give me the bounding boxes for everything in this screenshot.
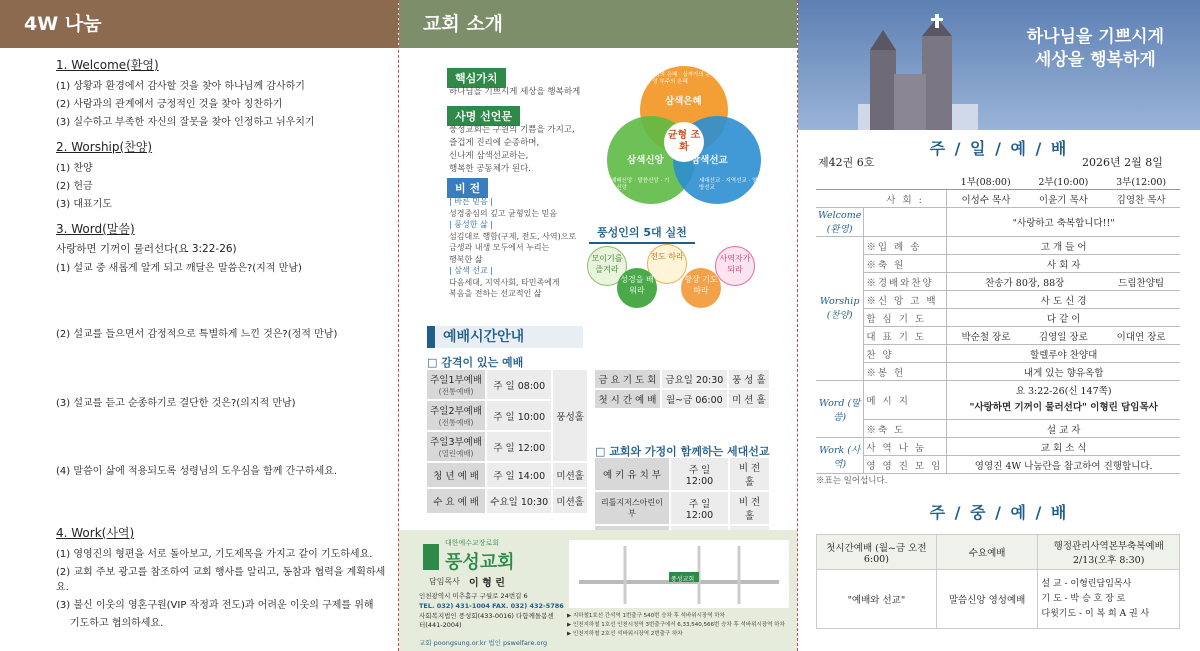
vision-line: 금생과 내생 모두에서 누리는: [449, 243, 550, 252]
order-content: 드림찬양팀: [1102, 273, 1180, 291]
table-row: [816, 309, 1180, 327]
weekday-head: 행정관리사역본부축복예배 2/13(오후 8:30): [1038, 535, 1180, 570]
table-row: [816, 327, 1180, 345]
core-value-text: 하나님을 기쁘시게 세상을 행복하게: [449, 87, 581, 97]
sunday-service-column: [798, 0, 1200, 651]
order-of-service-table: [816, 172, 1180, 474]
schedule-title: 예배시간안내: [427, 326, 583, 348]
service-name: 리틀지저스아린이부: [595, 492, 669, 524]
table-row: [595, 370, 769, 388]
service-hall: 비 전 홀: [730, 492, 769, 524]
venn-right-sub: 세대선교 · 지역선교 · 열방선교: [699, 178, 758, 191]
venn-top-sub: 성령의 은혜 · 십자가의 은혜 · 성 부주의 은혜: [649, 72, 717, 85]
table-row: [816, 438, 1180, 456]
work-item: (3) 불신 이웃의 영혼구원(VIP 작정과 전도)과 어려운 이웃의 구제를 위해: [56, 600, 374, 611]
order-item: ※경배와찬양: [864, 273, 947, 291]
order-item: 대 표 기 도: [864, 327, 947, 345]
worship-item: (3) 대표기도: [56, 199, 112, 210]
practice-evangelize: 전도 하라: [647, 244, 687, 284]
venn-left-label: 삼색신앙: [627, 155, 664, 166]
table-row: [816, 273, 1180, 291]
service-hall: 풍 성 홀: [729, 370, 769, 388]
vision-line: 행복한 삶: [449, 254, 483, 264]
weekday-cell: 설 교 - 이형린담임목사 기 도 - 박 승 호 장 로 다윗기도 - 이 복 희 A 권 사: [1038, 570, 1180, 629]
mission-line: 즐겁게 진리에 순종하며,: [449, 138, 540, 148]
service-time: 수요일 10:30: [487, 489, 551, 513]
welcome-item: (2) 사람과의 관계에서 긍정적인 것을 찾아 칭찬하기: [56, 99, 283, 110]
table-row: [816, 363, 1180, 381]
sermon-title: "사랑하면 기꺼이 물러선다" 이형린 담임목사: [969, 402, 1158, 413]
venn-right-label: 삼색선교: [691, 155, 728, 166]
word-title: 3. Word(말씀): [56, 222, 135, 236]
sunday-service-title: 주 / 일 / 예 / 배: [929, 139, 1069, 158]
vision-line: | 삼색 선교 |: [449, 266, 493, 275]
service-time: 주 일 14:00: [487, 463, 551, 487]
service-name: 주일1부예배 (전통예배): [427, 370, 485, 399]
table-row: [816, 237, 1180, 255]
order-content: 박순철 장로: [947, 327, 1025, 345]
table-row: [595, 492, 769, 524]
table-row: [427, 463, 587, 487]
banner-line: 세상을 행복하게: [1034, 50, 1156, 70]
vision-line: 섬김대로 행함(구제, 전도, 사역)으로: [449, 231, 577, 241]
column-header-4w: 4W 나눔: [0, 0, 398, 48]
service-name: 금 요 기 도 회: [595, 370, 660, 388]
order-content: 설 교 자: [947, 420, 1180, 438]
vision-line: | 풍성한 삶 |: [449, 220, 493, 229]
church-building-icon: [858, 14, 978, 130]
weekday-head: 수요예배: [936, 535, 1038, 570]
phone-fax: TEL. 032) 431-1004 FAX. 032) 432-5786: [419, 602, 564, 610]
church-info-footer: [399, 530, 797, 651]
service-time: 주 일 12:00: [671, 458, 728, 490]
order-content: 이대연 장로: [1102, 327, 1180, 345]
order-item: 합 심 기 도: [864, 309, 947, 327]
welcome-title: 1. Welcome(환영): [56, 58, 159, 72]
leader-label: 사 회 :: [864, 190, 947, 208]
cross-logo-icon: [423, 544, 439, 570]
map-label: 풍성교회: [671, 576, 695, 583]
vision-line: 다음세대, 지역사회, 타민족에게: [449, 277, 560, 287]
mission-line: 신나게 삼색선교하는,: [449, 151, 529, 161]
order-content: 찬송가 80장, 88장: [947, 273, 1102, 291]
work-title: 4. Work(사역): [56, 526, 135, 540]
sermon-info: [947, 381, 1180, 420]
table-row: [816, 190, 1180, 208]
question-4: (4) 말씀이 삶에 적용되도록 성령님의 도우심을 함께 간구하세요.: [56, 466, 338, 477]
table-row: [816, 172, 1180, 190]
schedule-sub-worship: □ 감격이 있는 예배: [427, 356, 524, 369]
table-row: [816, 255, 1180, 273]
service-name: 첫 시 간 예 배: [595, 390, 660, 408]
order-content: 고 개 들 어: [947, 237, 1180, 255]
table-row: [595, 390, 769, 408]
service-name: 예 키 유 치 부: [595, 458, 669, 490]
order-item: ※입 례 송: [864, 237, 947, 255]
order-content: 다 같 이: [947, 309, 1180, 327]
question-1: (1) 설교 중 새롭게 알게 되고 깨달은 말씀은?(지적 만남): [56, 263, 302, 274]
order-item: 메 시 지: [864, 381, 947, 420]
service-time: 금요일 20:30: [662, 370, 727, 388]
volume: 제42권 6호: [818, 156, 875, 169]
order-content: 사 도 신 경: [947, 291, 1180, 309]
order-item: ※신 앙 고 백: [864, 291, 947, 309]
schedule-sub-generation: □ 교회와 가정이 함께하는 세대선교: [595, 445, 770, 458]
leader: 김영찬 목사: [1102, 190, 1180, 208]
standing-note: ※표는 일어섭니다.: [816, 476, 888, 486]
table-row: [816, 345, 1180, 363]
mission-tag: 사명 선언문: [447, 106, 520, 126]
vision-line: | 바른 믿음 |: [449, 197, 493, 206]
leader: 이성수 목사: [947, 190, 1025, 208]
col-head-2: 2부(10:00): [1025, 172, 1103, 190]
service-hall: 미션홀: [553, 463, 587, 487]
service-time: 월~금 06:00: [662, 390, 727, 408]
order-content: 김영일 장로: [1025, 327, 1103, 345]
weekday-service-title: 주 / 중 / 예 / 배: [929, 503, 1069, 522]
col-head-3: 3부(12:00): [1102, 172, 1180, 190]
pastor-name: 이 형 린: [469, 578, 505, 589]
weekday-cell: 말씀신앙 영성예배: [936, 570, 1038, 629]
worship-schedule-table: [425, 368, 589, 515]
table-row: [427, 370, 587, 399]
table-row: [817, 535, 1180, 570]
service-date: 2026년 2월 8일: [1082, 156, 1163, 169]
mission-text: [449, 124, 575, 176]
church-intro-column: [398, 0, 798, 651]
col-head-1: 1부(08:00): [947, 172, 1025, 190]
table-row: [816, 208, 1180, 237]
service-hall: 미션홀: [553, 489, 587, 513]
table-row: [816, 456, 1180, 474]
order-content: 사 회 자: [947, 255, 1180, 273]
direction-line: ▶ 인천지하철 1호선 인천시청역 3번출구에서 6,33,540,566번 승차 후 석바위시장역 하차: [567, 622, 785, 628]
order-content: 내게 있는 향유옥합: [947, 363, 1180, 381]
leader: 이윤기 목사: [1025, 190, 1103, 208]
directions: [567, 612, 793, 639]
banner-message: [1027, 26, 1164, 72]
other-schedule-table: [593, 368, 771, 410]
order-item: ※축 도: [864, 420, 947, 438]
work-section: [56, 524, 398, 632]
column-header-intro: 교회 소개: [399, 0, 797, 48]
pastor-label: 담임목사: [429, 577, 460, 586]
weekday-head: 첫시간예배 (월~금 오전 6:00): [817, 535, 937, 570]
service-name: 수 요 예 배: [427, 489, 485, 513]
table-row: [595, 458, 769, 490]
worship-section: [56, 138, 152, 213]
order-content: 할렐루야 찬양대: [947, 345, 1180, 363]
table-row: [427, 489, 587, 513]
order-content: 교 회 소 식: [947, 438, 1180, 456]
order-item: 찬 양: [864, 345, 947, 363]
practice-study: 성경을 배워라: [617, 268, 657, 308]
website[interactable]: 교회 poongsung.or.kr 법인 pswelfare.org: [419, 639, 548, 647]
question-2: (2) 설교를 들으면서 감정적으로 특별하게 느낀 것은?(정적 만남): [56, 329, 338, 340]
service-time: 주 일 10:00: [487, 401, 551, 430]
service-time: 주 일 12:00: [671, 492, 728, 524]
work-item: (1) 영영진의 형편을 서로 돌아보고, 기도제목을 가지고 같이 기도하세요.: [56, 549, 373, 560]
order-item: 사 역 나 눔: [864, 438, 947, 456]
mission-line: 행복한 공동체가 된다.: [449, 164, 532, 174]
practice-minister: 사역자가 되라: [715, 246, 755, 286]
table-row: [817, 570, 1180, 629]
order-item: ※축 원: [864, 255, 947, 273]
welcome-item: (3) 실수하고 부족한 자신의 잘못을 찾아 인정하고 뉘우치기: [56, 117, 315, 128]
worship-item: (2) 헌금: [56, 181, 93, 192]
practices-title: 풍성인의 5대 실천: [589, 222, 695, 244]
welfare-info: 사회복지법인 풍성회(433-0016) 다함께돌봄센터(441-2004): [419, 612, 554, 629]
service-hall: 비 전 홀: [730, 458, 769, 490]
service-time: 주 일 12:00: [487, 432, 551, 461]
sermon-title: 사랑하면 기꺼이 물러선다(요 3:22-26): [56, 243, 237, 255]
group-word: Word (말씀): [816, 381, 864, 438]
work-item: (2) 교회 주보 광고를 참조하여 교회 행사를 알리고, 동참과 협력을 계획하세요.: [56, 567, 386, 593]
direction-line: ▶ 인천지하철 2호선 석바위시장역 2번출구 하차: [567, 631, 683, 637]
table-row: [816, 291, 1180, 309]
vision-text: [449, 196, 589, 300]
service-hall: 풍성홀: [553, 370, 587, 461]
weekday-cell: "예배와 선교": [817, 570, 937, 629]
vision-line: 성경중심의 깊고 균형있는 믿음: [449, 208, 558, 218]
worship-item: (1) 찬양: [56, 163, 93, 174]
work-item: 기도하고 협의하세요.: [70, 618, 164, 629]
church-name: 풍성교회: [445, 552, 515, 573]
welcome-item: (1) 상황과 환경에서 감사할 것을 찾아 하나님께 감사하기: [56, 81, 305, 92]
worship-title: 2. Worship(찬양): [56, 140, 153, 154]
denomination: 대한예수교장로회: [445, 539, 500, 547]
service-hall: 미 션 홀: [729, 390, 769, 408]
address: 인천광역시 미추홀구 구월로 24번길 6: [419, 592, 528, 600]
word-section: [56, 220, 302, 277]
sermon-reference: 요 3:22-26(신 147쪽): [1015, 386, 1112, 397]
vision-tag: 비 전: [447, 178, 488, 198]
order-item: ※봉 헌: [864, 363, 947, 381]
venn-left-sub: 예배신앙 · 말씀신앙 · 기도신앙: [611, 178, 670, 191]
venn-top-label: 삼색은혜: [665, 96, 702, 107]
group-work: Work (사역): [816, 438, 864, 474]
direction-line: ▶ 지하철1호선 간석역 1번출구 540번 승차 후 석바위시장역 하차: [567, 613, 725, 619]
welcome-text: "사랑하고 축복합니다!!": [947, 208, 1180, 237]
core-value-tag: 핵심가치: [447, 68, 506, 88]
service-time: 주 일 08:00: [487, 370, 551, 399]
sharing-column: [0, 0, 398, 651]
vision-line: 복음을 전하는 선교적인 삶: [449, 289, 542, 298]
order-item: 영 영 진 모 임: [864, 456, 947, 474]
service-name: 청 년 예 배: [427, 463, 485, 487]
practice-gather: 모이기를 즐겨라: [587, 246, 627, 286]
table-row: [816, 381, 1180, 420]
banner-line: 하나님을 기쁘시게: [1026, 27, 1164, 47]
service-name: 주일3부예배 (열린예배): [427, 432, 485, 461]
weekday-service-table: [816, 534, 1180, 629]
group-welcome: Welcome (환영): [816, 208, 864, 237]
welcome-section: [56, 56, 315, 131]
table-row: [816, 420, 1180, 438]
church-banner: [798, 0, 1200, 130]
venn-center-label: 균형 조화: [667, 130, 701, 153]
practice-pray: 항상 기도하라: [681, 268, 721, 308]
question-3: (3) 설교를 듣고 순종하기로 결단한 것은?(의지적 만남): [56, 398, 296, 409]
mission-line: 풍성교회는 구원의 기쁨을 가지고,: [449, 125, 575, 135]
group-worship: Worship (찬양): [816, 237, 864, 381]
order-content: 영영진 4W 나눔란을 참고하여 진행합니다.: [947, 456, 1180, 474]
service-name: 주일2부예배 (전통예배): [427, 401, 485, 430]
